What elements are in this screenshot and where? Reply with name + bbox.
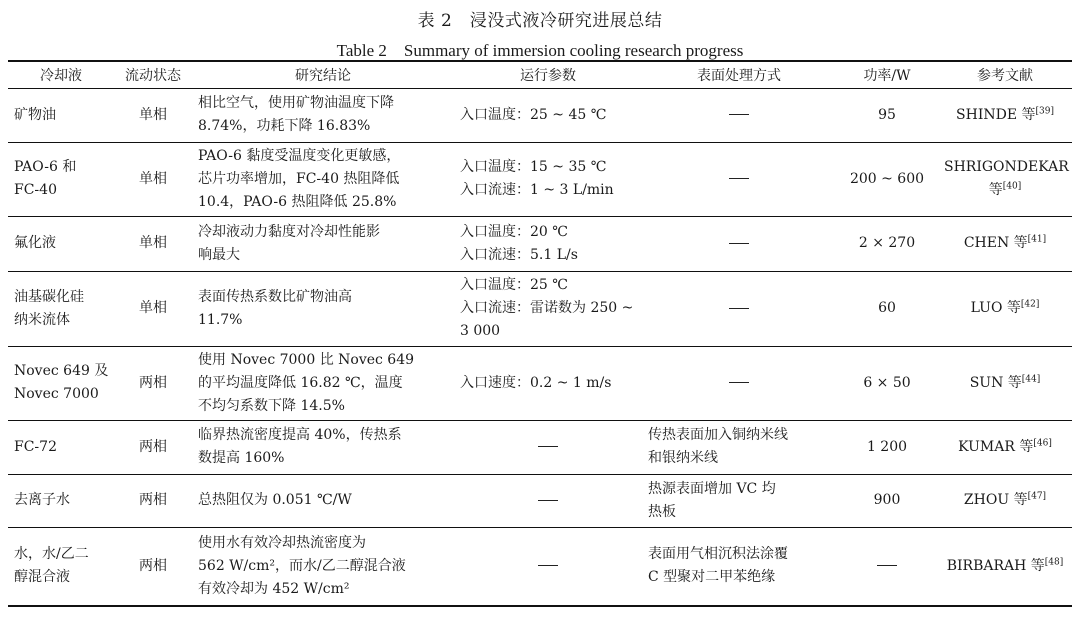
cell-reference	[938, 474, 1072, 527]
cell-coolant	[8, 474, 114, 527]
cell-surface-treatment	[642, 474, 836, 527]
header-surface-treatment: 表面处理方式	[697, 67, 781, 84]
coolant-line: 矿物油	[14, 106, 56, 123]
parameter-line: 入口温度：25 ℃	[460, 277, 568, 293]
cell-parameters	[454, 216, 642, 271]
reference-author: BIRBARAH 等	[946, 557, 1045, 574]
table-row	[8, 346, 1072, 420]
cell-power: 95	[878, 106, 896, 123]
cell-parameters	[454, 474, 642, 527]
cell-conclusion	[192, 346, 454, 420]
cell-power: 200 ~ 600	[849, 170, 925, 187]
cell-power: 1 200	[866, 438, 908, 455]
reference-author: LUO 等	[970, 300, 1021, 316]
conclusion-line: 有效冷却为 452 W/cm²	[198, 580, 350, 597]
cell-power: 6 × 50	[863, 374, 911, 391]
cell-reference	[938, 527, 1072, 606]
empty-dash	[538, 446, 558, 447]
cell-conclusion	[192, 474, 454, 527]
table-title-cn: 表 2 浸没式液冷研究进展总结	[417, 11, 663, 31]
empty-dash	[729, 308, 749, 309]
cell-coolant	[8, 88, 114, 142]
conclusion-line: 562 W/cm²，而水/乙二醇混合液	[198, 557, 406, 574]
cell-parameters	[454, 88, 642, 142]
reference-number: [46]	[1033, 437, 1052, 448]
cell-reference	[938, 420, 1072, 474]
conclusion-line: 响最大	[198, 246, 240, 263]
surface-line: 热板	[648, 503, 676, 520]
table-row	[8, 142, 1072, 216]
reference-number: [41]	[1027, 234, 1047, 245]
surface-line: 和银纳米线	[648, 450, 718, 466]
cell-power: 900	[873, 492, 901, 508]
empty-dash	[538, 500, 558, 501]
conclusion-line: 数提高 160%	[198, 450, 285, 466]
empty-dash	[538, 565, 558, 566]
parameter-line: 入口温度：15 ~ 35 ℃	[460, 159, 607, 175]
cell-parameters	[454, 420, 642, 474]
conclusion-line: 不均匀系数下降 14.5%	[198, 397, 345, 414]
cell-conclusion	[192, 420, 454, 474]
header-conclusion: 研究结论	[295, 67, 351, 84]
reference-author: SHINDE 等	[956, 106, 1036, 123]
empty-dash	[729, 114, 749, 115]
reference-number: [39]	[1035, 105, 1054, 116]
cell-power: 60	[878, 300, 896, 316]
cell-flow-state: 单相	[139, 300, 167, 316]
cell-parameters	[454, 142, 642, 216]
empty-dash	[877, 565, 897, 566]
conclusion-line: 芯片功率增加，FC-40 热阻降低	[198, 170, 400, 187]
reference-author: KUMAR 等	[958, 438, 1034, 455]
parameter-line: 入口流速：5.1 L/s	[460, 246, 578, 263]
cell-conclusion	[192, 142, 454, 216]
coolant-line: Novec 7000	[14, 386, 99, 402]
cell-flow-state: 两相	[139, 374, 167, 391]
summary-table	[8, 60, 1072, 607]
cell-surface-treatment	[642, 88, 836, 142]
cell-surface-treatment	[642, 271, 836, 346]
header-parameters: 运行参数	[520, 67, 576, 84]
cell-power	[836, 527, 938, 606]
parameter-line: 入口温度：25 ~ 45 ℃	[460, 106, 607, 123]
conclusion-line: 11.7%	[198, 311, 243, 328]
reference-author: SHRIGONDEKAR	[944, 159, 1069, 175]
table-row	[8, 271, 1072, 346]
reference-author: CHEN 等	[963, 235, 1028, 251]
cell-parameters	[454, 527, 642, 606]
cell-reference	[938, 216, 1072, 271]
coolant-line: 油基碳化硅	[14, 288, 84, 305]
cell-conclusion	[192, 216, 454, 271]
table-row	[8, 420, 1072, 474]
conclusion-line: 的平均温度降低 16.82 ℃，温度	[198, 374, 403, 391]
surface-line: 传热表面加入铜纳米线	[648, 427, 788, 443]
cell-conclusion	[192, 527, 454, 606]
cell-reference	[938, 346, 1072, 420]
cell-flow-state: 单相	[139, 170, 167, 187]
coolant-line: 去离子水	[14, 492, 70, 508]
cell-surface-treatment	[642, 527, 836, 606]
table-row	[8, 88, 1072, 142]
surface-line: 表面用气相沉积法涂覆	[648, 546, 788, 563]
reference-author: SUN 等	[969, 374, 1022, 391]
cell-reference	[938, 142, 1072, 216]
parameter-line: 入口速度：0.2 ~ 1 m/s	[460, 374, 612, 391]
reference-number: [47]	[1027, 491, 1047, 502]
empty-dash	[729, 178, 749, 179]
cell-conclusion	[192, 271, 454, 346]
conclusion-line: 总热阻仅为 0.051 ℃/W	[198, 492, 352, 508]
cell-reference	[938, 271, 1072, 346]
cell-power: 2 × 270	[858, 235, 916, 251]
surface-line: C 型聚对二甲苯绝缘	[648, 569, 776, 586]
cell-conclusion	[192, 88, 454, 142]
conclusion-line: 8.74%，功耗下降 16.83%	[198, 118, 371, 134]
coolant-line: FC-72	[14, 438, 57, 455]
reference-suffix-line	[944, 179, 1066, 202]
parameter-line: 3 000	[460, 323, 501, 339]
cell-coolant	[8, 142, 114, 216]
reference-number: [42]	[1020, 299, 1040, 310]
table-title-en: Table 2 Summary of immersion cooling research progress	[336, 41, 744, 60]
cell-parameters	[454, 346, 642, 420]
conclusion-line: 使用 Novec 7000 比 Novec 649	[198, 351, 415, 368]
header-coolant: 冷却液	[40, 67, 82, 84]
table-row	[8, 216, 1072, 271]
cell-flow-state: 两相	[139, 557, 167, 574]
cell-surface-treatment	[642, 216, 836, 271]
reference-number: [40]	[1002, 181, 1022, 192]
header-row	[8, 61, 1072, 88]
coolant-line: 纳米流体	[14, 311, 70, 328]
parameter-line: 入口流速：雷诺数为 250 ~	[460, 300, 634, 316]
cell-flow-state: 两相	[139, 492, 167, 508]
conclusion-line: PAO-6 黏度受温度变化更敏感，	[198, 147, 401, 164]
coolant-line: PAO-6 和	[14, 159, 77, 175]
parameter-line: 入口流速：1 ~ 3 L/min	[460, 182, 614, 198]
cell-flow-state: 两相	[139, 438, 167, 455]
conclusion-line: 冷却液动力黏度对冷却性能影	[198, 223, 380, 240]
coolant-line: 水，水/乙二	[14, 546, 89, 563]
reference-author: ZHOU 等	[963, 492, 1028, 508]
cell-flow-state: 单相	[139, 106, 167, 123]
coolant-line: Novec 649 及	[14, 363, 109, 379]
reference-number: [44]	[1021, 373, 1041, 384]
cell-coolant	[8, 216, 114, 271]
cell-coolant	[8, 420, 114, 474]
table-row	[8, 474, 1072, 527]
reference-suffix: 等	[988, 182, 1003, 198]
surface-line: 热源表面增加 VC 均	[648, 480, 776, 497]
conclusion-line: 相比空气，使用矿物油温度下降	[198, 95, 394, 111]
coolant-line: 醇混合液	[14, 569, 70, 586]
cell-parameters	[454, 271, 642, 346]
empty-dash	[729, 382, 749, 383]
cell-surface-treatment	[642, 420, 836, 474]
header-reference: 参考文献	[977, 67, 1033, 84]
cell-surface-treatment	[642, 142, 836, 216]
cell-coolant	[8, 527, 114, 606]
cell-reference	[938, 88, 1072, 142]
table-row	[8, 527, 1072, 606]
header-flow-state: 流动状态	[125, 67, 181, 84]
cell-coolant	[8, 271, 114, 346]
parameter-line: 入口温度：20 ℃	[460, 223, 568, 240]
conclusion-line: 10.4，PAO-6 热阻降低 25.8%	[198, 193, 397, 210]
reference-number: [48]	[1044, 557, 1064, 568]
conclusion-line: 临界热流密度提高 40%，传热系	[198, 427, 402, 443]
coolant-line: FC-40	[14, 182, 57, 198]
cell-surface-treatment	[642, 346, 836, 420]
coolant-line: 氟化液	[14, 235, 56, 251]
cell-flow-state: 单相	[139, 235, 167, 251]
conclusion-line: 表面传热系数比矿物油高	[198, 288, 352, 305]
header-power: 功率/W	[863, 67, 911, 84]
empty-dash	[729, 243, 749, 244]
conclusion-line: 使用水有效冷却热流密度为	[198, 534, 366, 551]
cell-coolant	[8, 346, 114, 420]
